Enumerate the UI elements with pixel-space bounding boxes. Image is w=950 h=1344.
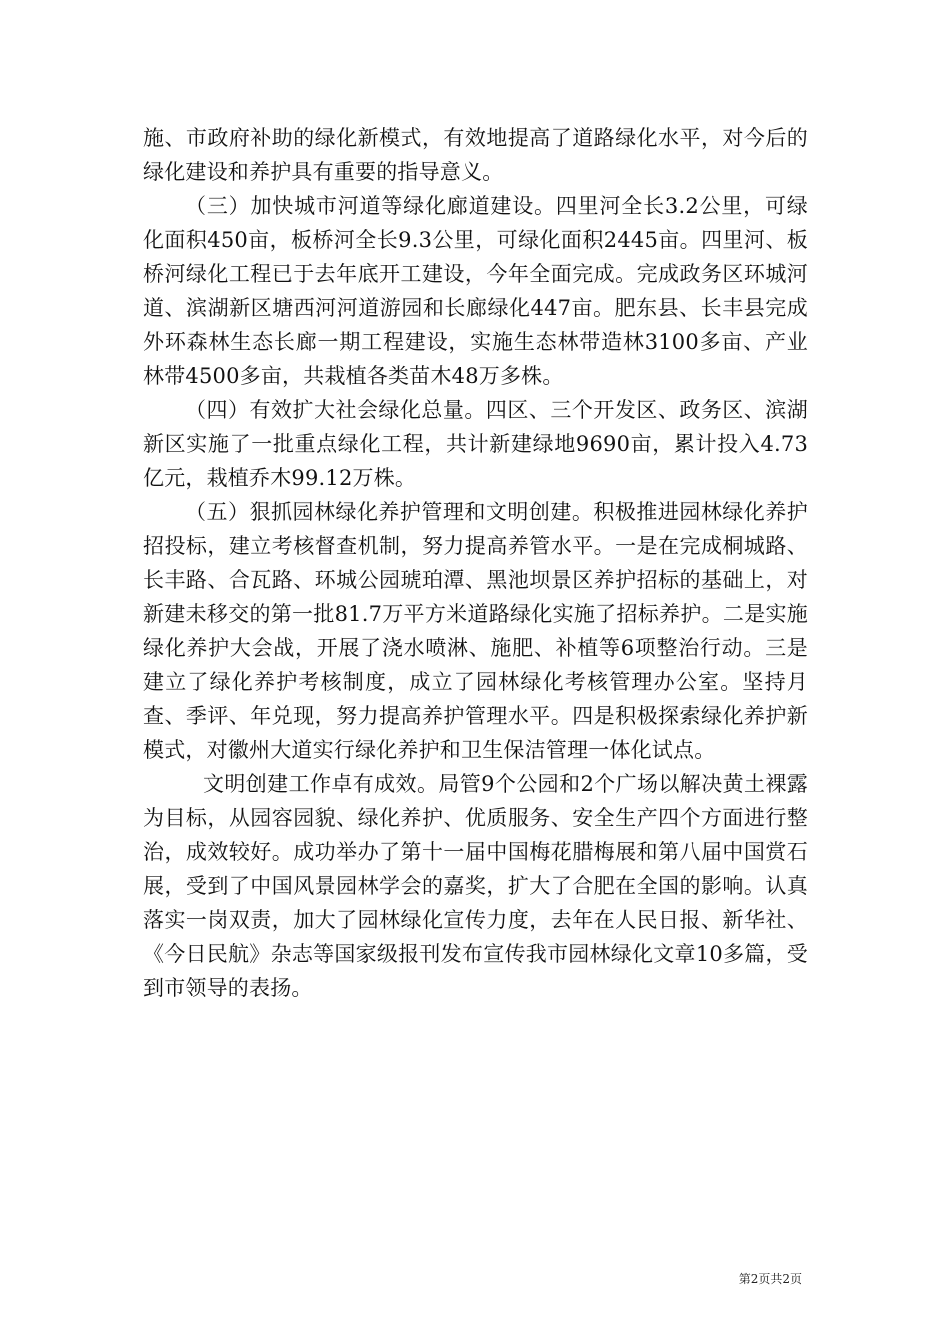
paragraph-section-4: （四）有效扩大社会绿化总量。四区、三个开发区、政务区、滨湖新区实施了一批重点绿化工程，共计新建绿地9690亩，累计投入4.73亿元，栽植乔木99.12万株。	[143, 398, 808, 490]
paragraph-continuation: 施、市政府补助的绿化新模式，有效地提高了道路绿化水平，对今后的绿化建设和养护具有重要的指导意义。	[143, 126, 808, 184]
paragraph-civilization: 文明创建工作卓有成效。局管9个公园和2个广场以解决黄土裸露为目标，从园容园貌、绿化养护、优质服务、安全生产四个方面进行整治，成效较好。成功举办了第十一届中国梅花腊梅展和第八届中国赏石展，受到了中国风景园林学会的嘉奖，扩大了合肥在全国的影响。认真落实一岗双责，加大了园林绿化宣传力度，去年在人民日报、新华社、《今日民航》杂志等国家级报刊发布宣传我市园林绿化文章10多篇，受到市领导的表扬。	[143, 772, 808, 1000]
document-body	[143, 121, 808, 1005]
page-number: 第2页共2页	[738, 1272, 802, 1286]
paragraph-section-5: （五）狠抓园林绿化养护管理和文明创建。积极推进园林绿化养护招投标，建立考核督查机制，努力提高养管水平。一是在完成桐城路、长丰路、合瓦路、环城公园琥珀潭、黑池坝景区养护招标的基础上，对新建未移交的第一批81.7万平方米道路绿化实施了招标养护。二是实施绿化养护大会战，开展了浇水喷淋、施肥、补植等6项整治行动。三是建立了绿化养护考核制度，成立了园林绿化考核管理办公室。坚持月查、季评、年兑现，努力提高养护管理水平。四是积极探索绿化养护新模式，对徽州大道实行绿化养护和卫生保洁管理一体化试点。	[143, 500, 808, 762]
paragraph-section-3: （三）加快城市河道等绿化廊道建设。四里河全长3.2公里，可绿化面积450亩，板桥河全长9.3公里，可绿化面积2445亩。四里河、板桥河绿化工程已于去年底开工建设，今年全面完成。完成政务区环城河道、滨湖新区塘西河河道游园和长廊绿化447亩。肥东县、长丰县完成外环森林生态长廊一期工程建设，实施生态林带造林3100多亩、产业林带4500多亩，共栽植各类苗木48万多株。	[143, 194, 808, 388]
